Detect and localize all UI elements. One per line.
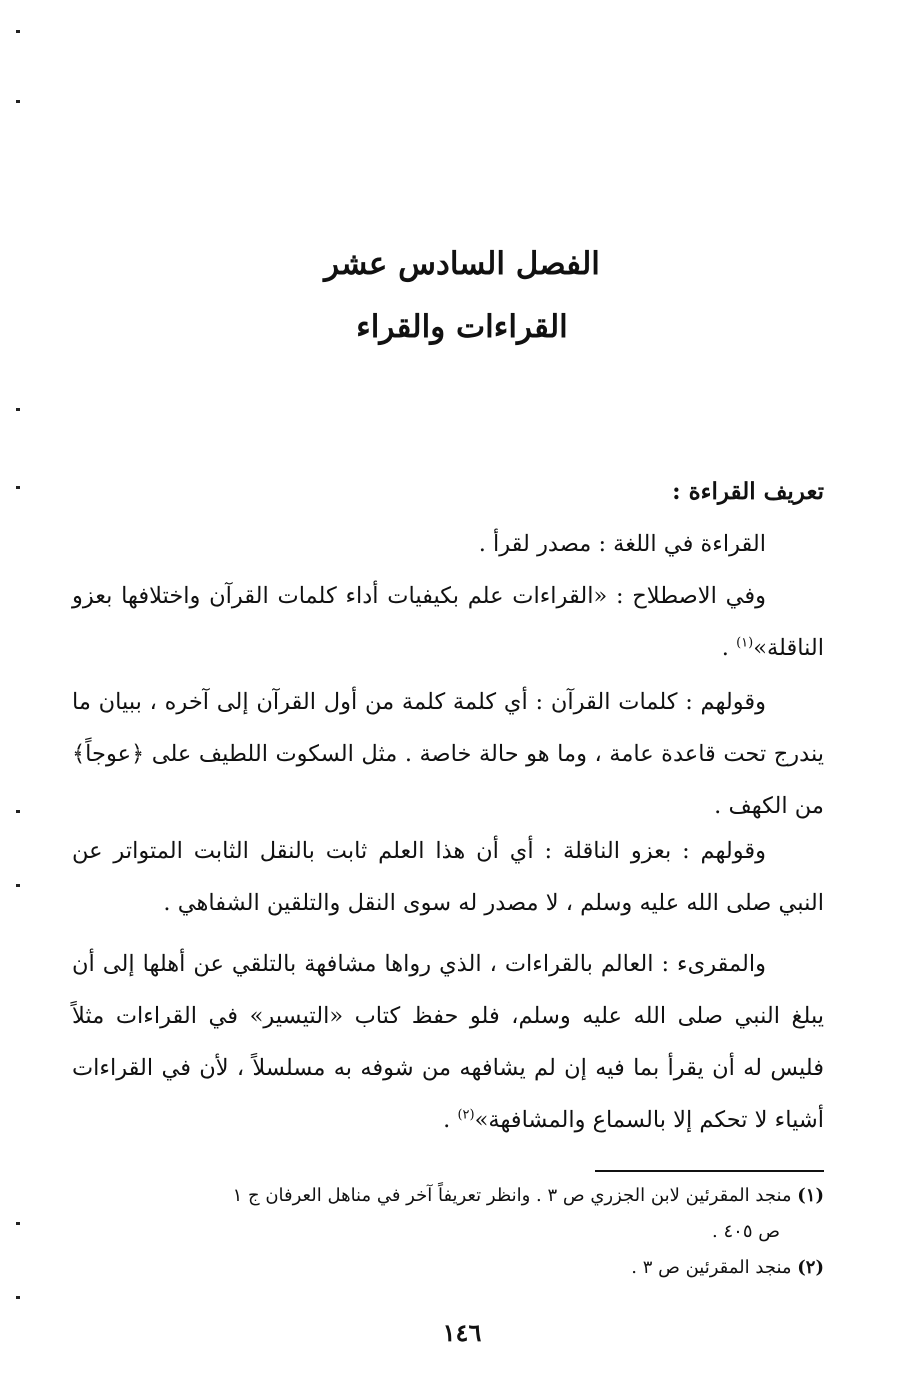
- paragraph-transmission: وقولهم : بعزو الناقلة : أي أن هذا العلم ثابت بالنقل الثابت المتواتر عن النبي صلى الله عليه وسلم ، لا مصدر له سوى النقل والتلقين الشفاهي .: [72, 838, 824, 916]
- paragraph-terminology-end: .: [721, 635, 737, 661]
- scan-mark: [16, 810, 20, 813]
- definition-heading: تعريف القراءة :: [672, 478, 824, 505]
- paragraph-reciter-end: .: [443, 1107, 458, 1133]
- paragraph-terminology-text: وفي الاصطلاح : «القراءات علم بكيفيات أداء كلمات القرآن واختلافها بعزو الناقلة»: [72, 583, 824, 661]
- paragraph-language: القراءة في اللغة : مصدر لقرأ .: [478, 531, 766, 557]
- footnote-2-text: منجد المقرئين ص ٣ .: [631, 1257, 792, 1278]
- scan-mark: [16, 30, 20, 33]
- scan-mark: [16, 1296, 20, 1299]
- reciter-block: [72, 938, 824, 1146]
- definition-block: [72, 466, 824, 674]
- paragraph-reciter-text: والمقرىء : العالم بالقراءات ، الذي رواها مشافهة بالتلقي عن أهلها إلى أن يبلغ النبي صلى الله عليه وسلم، فلو حفظ كتاب «التيسير» في القراءات مثلاً فليس له أن يقرأ بما فيه إن لم يشافهه من شوفه به مسلسلاً ، لأن في القراءات أشياء لا تحكم إلا بالسماع والمشافهة»: [72, 951, 824, 1133]
- footnote-2: [72, 1250, 824, 1286]
- scan-mark: [16, 486, 20, 489]
- chapter-title: الفصل السادس عشر: [324, 246, 600, 282]
- footnote-1-text: منجد المقرئين لابن الجزري ص ٣ . وانظر تعريفاً آخر في مناهل العرفان ج ١: [232, 1185, 792, 1206]
- scan-mark: [16, 884, 20, 887]
- paragraph-quran-words: وقولهم : كلمات القرآن : أي كلمة كلمة من أول القرآن إلى آخره ، ببيان ما يندرج تحت قاعدة عامة ، وما هو حالة خاصة . مثل السكوت اللطيف على ﴿عوجاً﴾ من الكهف .: [72, 689, 824, 819]
- footnote-1: [72, 1178, 824, 1214]
- scan-mark: [16, 408, 20, 411]
- section-title: القراءات والقراء: [356, 309, 568, 345]
- footnotes: [72, 1178, 824, 1286]
- page-number: ١٤٦: [442, 1318, 482, 1347]
- transmission-block: [72, 825, 824, 929]
- footnote-1-continuation: ص ٤٠٥ .: [712, 1221, 780, 1242]
- footnote-ref-1[interactable]: (١): [736, 635, 754, 651]
- quran-words-block: [72, 676, 824, 832]
- footnote-divider: [595, 1170, 824, 1172]
- footnote-ref-2[interactable]: (٢): [457, 1107, 475, 1123]
- footnote-2-number: (٢): [797, 1257, 824, 1278]
- paragraph-terminology: [72, 570, 824, 674]
- paragraph-reciter: [72, 938, 824, 1146]
- scan-mark: [16, 1222, 20, 1225]
- footnote-1-number: (١): [797, 1185, 824, 1206]
- scan-mark: [16, 100, 20, 103]
